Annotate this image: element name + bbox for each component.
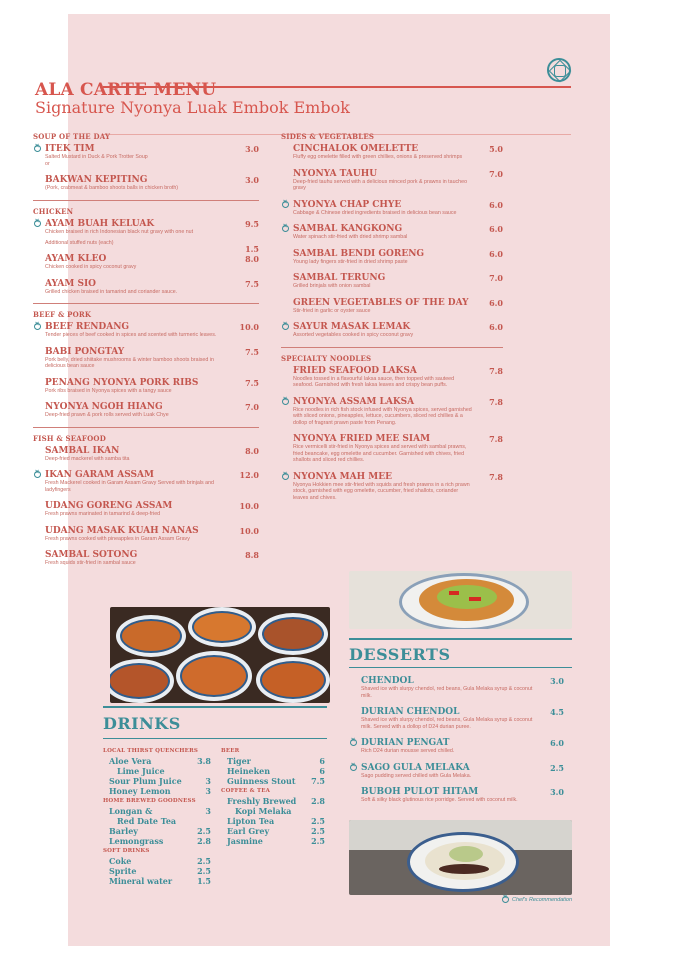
item-name: SAYUR MASAK LEMAK <box>293 322 411 332</box>
drink-row <box>103 876 213 886</box>
item-description: Deep-fried tauhu served with a delicious minced pork & prawns in taucheo gravy <box>293 178 468 191</box>
drink-price: 2.8 <box>197 836 211 846</box>
dessert-photo <box>349 820 572 895</box>
item-name: BABI PONGTAY <box>45 346 125 357</box>
chef-recommendation-icon <box>34 471 41 478</box>
drink-row <box>221 766 327 776</box>
dessert-item <box>349 787 564 804</box>
drinks-rule <box>103 738 327 739</box>
menu-section <box>33 303 259 419</box>
menu-item <box>281 169 503 192</box>
item-name: UDANG MASAK KUAH NANAS <box>45 525 199 536</box>
drink-price: 3 <box>205 786 211 796</box>
item-description: Deep-fried mackerel with samba tita <box>45 455 130 462</box>
emblem-icon <box>547 58 571 82</box>
drinks-heading: COFFEE & TEA <box>221 788 271 794</box>
item-description: Grilled brinjals with onion sambal <box>293 283 371 289</box>
desserts-top-rule <box>349 638 572 640</box>
item-description: Stir-fried in garlic or oyster sauce <box>293 307 371 314</box>
drink-row <box>103 756 213 766</box>
desserts-column <box>349 676 564 812</box>
item-name: SAMBAL SOTONG <box>45 550 138 560</box>
item-name: DURIAN PENGAT <box>361 738 450 748</box>
drink-price: 2.5 <box>311 826 325 836</box>
drink-price: 1.5 <box>197 876 211 886</box>
item-name: GREEN VEGETABLES OF THE DAY <box>293 297 469 308</box>
item-description: Rice noodles in rich fish stock infused with Nyonya spices, served garnished with sliced onions, pineapples, lettuce, cucumbers, sliced red chillies & a dollop of fragrant prawn paste from Penang. <box>293 406 472 426</box>
item-price: 7.5 <box>245 377 259 388</box>
item-name: NYONYA ASSAM LAKSA <box>293 396 415 407</box>
drink-price: 3 <box>205 806 211 816</box>
menu-item <box>281 200 503 217</box>
drinks-top-rule <box>103 706 327 708</box>
drink-price: 7.5 <box>311 776 325 786</box>
menu-item <box>33 446 259 463</box>
item-description: Salted Mustard in Duck & Pork Trotter Soup <box>45 154 148 160</box>
item-price: 8.0 <box>245 445 259 456</box>
item-name: ITEK TIM <box>45 144 95 154</box>
menu-item <box>33 144 259 167</box>
drink-name: Sprite <box>109 866 137 876</box>
menu-item <box>281 273 503 290</box>
item-name: NYONYA MAH MEE <box>293 471 392 482</box>
section-heading: BEEF & PORK <box>33 310 92 319</box>
dessert-item <box>349 738 564 755</box>
menu-section <box>281 132 503 339</box>
chef-recommendation-icon <box>282 323 289 330</box>
item-name: AYAM KLEO <box>45 254 107 264</box>
item-name: UDANG GORENG ASSAM <box>45 501 173 511</box>
chef-recommendation-icon <box>350 739 357 746</box>
item-name: SAMBAL KANGKONG <box>293 224 403 234</box>
item-price: 8.0 <box>245 254 259 264</box>
item-description: Chicken braised in rich Indonesian black nut gravy with one nut <box>45 228 194 235</box>
drink-row <box>103 766 213 776</box>
item-name: BUBOH PULOT HITAM <box>361 787 479 797</box>
menu-item <box>281 434 503 464</box>
item-price: 6.0 <box>489 297 503 308</box>
drink-name: Mineral water <box>109 876 173 886</box>
item-price: 10.0 <box>239 525 259 536</box>
item-name: PENANG NYONYA PORK RIBS <box>45 377 199 388</box>
drink-price: 2.8 <box>311 796 325 806</box>
menu-section <box>33 132 259 192</box>
menu-item <box>281 322 503 339</box>
drink-name: Kopi Melaka <box>235 806 292 816</box>
item-price: 2.5 <box>550 762 564 773</box>
item-description: Chicken cooked in spicy coconut gravy <box>45 264 137 270</box>
item-name: AYAM SIO <box>45 278 97 289</box>
chef-recommendation-icon <box>350 764 357 771</box>
drinks-column-a <box>103 746 213 886</box>
item-price: 6.0 <box>550 738 564 748</box>
right-column <box>281 132 503 509</box>
menu-item <box>33 526 259 543</box>
drink-name: Heineken <box>227 766 271 776</box>
item-name: DURIAN CHENDOL <box>361 707 460 717</box>
item-price: 7.5 <box>245 278 259 289</box>
item-description: Shaved ice with slurpy chendol, red beans, Gula Melaka syrup & coconut milk. <box>361 686 533 699</box>
item-price: 12.0 <box>239 470 259 480</box>
item-price: 6.0 <box>489 199 503 210</box>
legend-label: Chef's Recommendation <box>512 897 573 903</box>
drink-name: Honey Lemon <box>109 786 171 796</box>
drink-row <box>103 776 213 786</box>
item-price: 9.5 <box>245 218 259 229</box>
item-description: Young lady fingers stir-fried in dried shrimp paste <box>293 258 408 265</box>
item-price: 10.0 <box>239 501 259 511</box>
drink-row <box>221 826 327 836</box>
item-name: BEEF RENDANG <box>45 322 130 332</box>
drink-name: Lemongrass <box>109 836 164 846</box>
drink-price: 6 <box>319 766 325 776</box>
menu-item <box>33 550 259 567</box>
item-description: (Pork, crabmeat & bamboo shoots balls in chicken broth) <box>45 185 179 191</box>
item-name: NYONYA TAUHU <box>293 168 378 179</box>
menu-item <box>281 298 503 315</box>
item-extra-price: 1.5 <box>245 244 259 254</box>
item-price: 7.8 <box>489 365 503 376</box>
chef-recommendation-icon <box>34 220 41 227</box>
item-description: Fresh prawns cooked with pineapples in Garam Assam Gravy <box>45 535 190 542</box>
drink-row <box>103 836 213 846</box>
drink-name: Coke <box>109 856 132 866</box>
item-price: 6.0 <box>489 322 503 332</box>
item-description: Pork belly, dried shiitake mushrooms & winter bamboo shoots braised in delicious bean sauce <box>45 356 214 369</box>
item-description: Assorted vegetables cooked in spicy coconut gravy <box>293 332 414 338</box>
item-description: Water spinach stir-fried with dried shrimp sambal <box>293 234 408 240</box>
drink-name: Freshly Brewed <box>227 796 297 806</box>
drink-row <box>221 796 327 806</box>
legend <box>502 897 572 903</box>
menu-item <box>33 347 259 370</box>
drink-row <box>221 776 327 786</box>
menu-section <box>33 200 259 296</box>
item-name: SAMBAL IKAN <box>45 445 120 456</box>
item-description: Sago pudding served chilled with Gula Melaka. <box>361 772 472 779</box>
drink-row <box>103 816 213 826</box>
drinks-heading: LOCAL THIRST QUENCHERS <box>103 748 199 754</box>
item-price: 7.0 <box>489 273 503 283</box>
menu-item <box>33 218 259 254</box>
item-name: NYONYA FRIED MEE SIAM <box>293 434 431 444</box>
drink-row <box>103 786 213 796</box>
menu-item <box>33 175 259 192</box>
item-extra-row <box>45 240 259 254</box>
menu-item <box>281 224 503 241</box>
menu-item <box>281 249 503 266</box>
drink-row <box>103 826 213 836</box>
curry-dishes-photo <box>110 607 330 703</box>
item-description: Fresh squids stir-fried in sambal sauce <box>45 560 136 566</box>
menu-item <box>33 470 259 493</box>
item-name: AYAM BUAH KELUAK <box>45 218 155 229</box>
drink-row <box>103 806 213 816</box>
chef-recommendation-icon <box>502 896 509 903</box>
item-name: IKAN GARAM ASSAM <box>45 470 154 480</box>
section-heading: SOUP OF THE DAY <box>33 132 111 141</box>
item-name: FRIED SEAFOOD LAKSA <box>293 365 417 376</box>
drink-row <box>221 836 327 846</box>
drink-name: Aloe Vera <box>109 756 152 766</box>
item-price: 3.0 <box>550 676 564 686</box>
dessert-item <box>349 763 564 780</box>
item-description: Grilled chicken braised in tamarind and coriander sauce. <box>45 288 178 295</box>
chef-recommendation-icon <box>34 145 41 152</box>
drink-name: Longan & <box>109 806 153 816</box>
item-description: Fresh prawns marinated in tamarind & deep-fried <box>45 511 161 517</box>
item-description: Noodles tossed in a flavourful laksa sauce, then topped with sauteed seafood. Garnished with fresh laksa leaves and crispy bean puffs. <box>293 375 455 388</box>
item-price: 10.0 <box>239 322 259 332</box>
item-price: 4.5 <box>550 707 564 717</box>
menu-item <box>33 402 259 419</box>
item-price: 7.8 <box>489 396 503 407</box>
drink-row <box>221 816 327 826</box>
laksa-photo <box>349 571 572 629</box>
item-description: Fresh Mackerel cooked in Garam Assam Gravy Served with brinjals and ladyfingers <box>45 480 214 493</box>
drink-row <box>103 866 213 876</box>
drink-price: 2.5 <box>311 836 325 846</box>
menu-item <box>281 366 503 389</box>
chef-recommendation-icon <box>282 225 289 232</box>
menu-section <box>281 347 503 502</box>
menu-item <box>33 378 259 395</box>
menu-subtitle: Signature Nyonya Luak Embok Embok <box>35 98 350 117</box>
menu-item <box>281 144 503 161</box>
drinks-title: DRINKS <box>103 714 181 733</box>
item-price: 7.0 <box>489 168 503 179</box>
menu-item <box>281 397 503 427</box>
section-divider <box>33 200 259 201</box>
item-price: 6.0 <box>489 224 503 234</box>
drink-name: Jasmine <box>227 836 263 846</box>
item-price: 3.0 <box>550 787 564 797</box>
item-name: SAMBAL BENDI GORENG <box>293 248 425 259</box>
chef-recommendation-icon <box>34 323 41 330</box>
item-description: Pork ribs braised in Nyonya spices with a tangy sauce <box>45 387 172 394</box>
drink-name: Earl Grey <box>227 826 270 836</box>
drink-price: 2.5 <box>197 856 211 866</box>
item-price: 8.8 <box>245 550 259 560</box>
dessert-item <box>349 676 564 699</box>
item-description: Rich D24 durian mousse served chilled. <box>361 748 455 754</box>
item-description: Tender pieces of beef cooked in spices and scented with turmeric leaves. <box>45 332 217 338</box>
dessert-item <box>349 707 564 730</box>
drink-price: 2.5 <box>311 816 325 826</box>
item-price: 7.5 <box>245 346 259 357</box>
menu-item <box>33 322 259 339</box>
item-name: CINCHALOK OMELETTE <box>293 144 419 154</box>
item-name: CHENDOL <box>361 676 414 686</box>
menu-title: ALA CARTE MENU <box>35 80 217 100</box>
item-description: Shaved ice with slurpy chendol, red beans, Gula Melaka syrup & coconut milk. Served with a dollop of D24 durian puree. <box>361 717 533 730</box>
item-price: 5.0 <box>489 144 503 154</box>
drink-name: Barley <box>109 826 138 836</box>
drink-row <box>221 756 327 766</box>
drink-price: 3 <box>205 776 211 786</box>
drinks-heading: BEER <box>221 748 240 754</box>
section-divider <box>33 303 259 304</box>
drink-row <box>103 856 213 866</box>
drink-name: Lime Juice <box>117 766 165 776</box>
item-price: 7.8 <box>489 434 503 444</box>
item-description: Cabbage & Chinese dried ingredients braised in delicious bean sauce <box>293 209 457 216</box>
desserts-rule <box>349 667 572 668</box>
item-extra: Additional stuffed nuts (each) <box>45 240 114 246</box>
drink-name: Guinness Stout <box>227 776 296 786</box>
menu-item <box>281 472 503 502</box>
item-name: NYONYA CHAP CHYE <box>293 199 402 210</box>
item-description: Deep-fried prawn & pork rolls served with Luak Chye <box>45 412 169 418</box>
item-description: Soft & silky black glutinous rice porridge. Served with coconut milk. <box>361 797 518 803</box>
item-name: SAGO GULA MELAKA <box>361 762 470 773</box>
menu-item <box>33 279 259 296</box>
item-name: SAMBAL TERUNG <box>293 273 386 283</box>
item-description: Nyonya Hokkien mee stir-fried with squids and fresh prawns in a rich prawn stock, garnished with egg omelette, cucumber, fried shallots, coriander leaves and chives. <box>293 481 470 501</box>
chef-recommendation-icon <box>282 201 289 208</box>
drink-price: 6 <box>319 756 325 766</box>
item-price: 6.0 <box>489 248 503 259</box>
item-price: 7.8 <box>489 471 503 482</box>
drinks-heading: SOFT DRINKS <box>103 848 150 854</box>
left-column <box>33 132 259 575</box>
desserts-title: DESSERTS <box>349 645 451 664</box>
drink-name: Tiger <box>227 756 251 766</box>
menu-section <box>33 427 259 567</box>
item-price: 3.0 <box>245 144 259 154</box>
drink-name: Sour Plum Juice <box>109 776 182 786</box>
section-heading: SIDES & VEGETABLES <box>281 132 375 141</box>
item-name: BAKWAN KEPITING <box>45 175 148 185</box>
section-heading: SPECIALTY NOODLES <box>281 353 372 363</box>
menu-item <box>33 501 259 518</box>
item-price: 3.0 <box>245 175 259 185</box>
chef-recommendation-icon <box>282 473 289 480</box>
drink-name: Lipton Tea <box>227 816 275 826</box>
drink-row <box>221 806 327 816</box>
section-divider <box>33 427 259 428</box>
section-heading: CHICKEN <box>33 206 74 216</box>
section-divider <box>281 347 503 348</box>
drink-price: 3.8 <box>197 756 211 766</box>
drinks-heading: HOME BREWED GOODNESS <box>103 798 196 804</box>
drink-name: Red Date Tea <box>117 816 177 826</box>
drink-price: 2.5 <box>197 826 211 836</box>
drink-price: 2.5 <box>197 866 211 876</box>
menu-item <box>33 254 259 271</box>
item-description: Fluffy egg omelette filled with green chillies, onions & preserved shrimps <box>293 154 463 160</box>
drinks-column-b <box>221 746 327 846</box>
item-name: NYONYA NGOH HIANG <box>45 402 163 412</box>
item-price: 7.0 <box>245 402 259 412</box>
section-heading: FISH & SEAFOOD <box>33 433 106 443</box>
chef-recommendation-icon <box>282 398 289 405</box>
item-description: Rice vermicelli stir-fried in Nyonya spices and served with sambal prawns, fried beancake, egg omelette and cucumber. Garnished with chives, fried shallots and sliced red chillies. <box>293 444 467 463</box>
or-label: or <box>45 160 50 167</box>
